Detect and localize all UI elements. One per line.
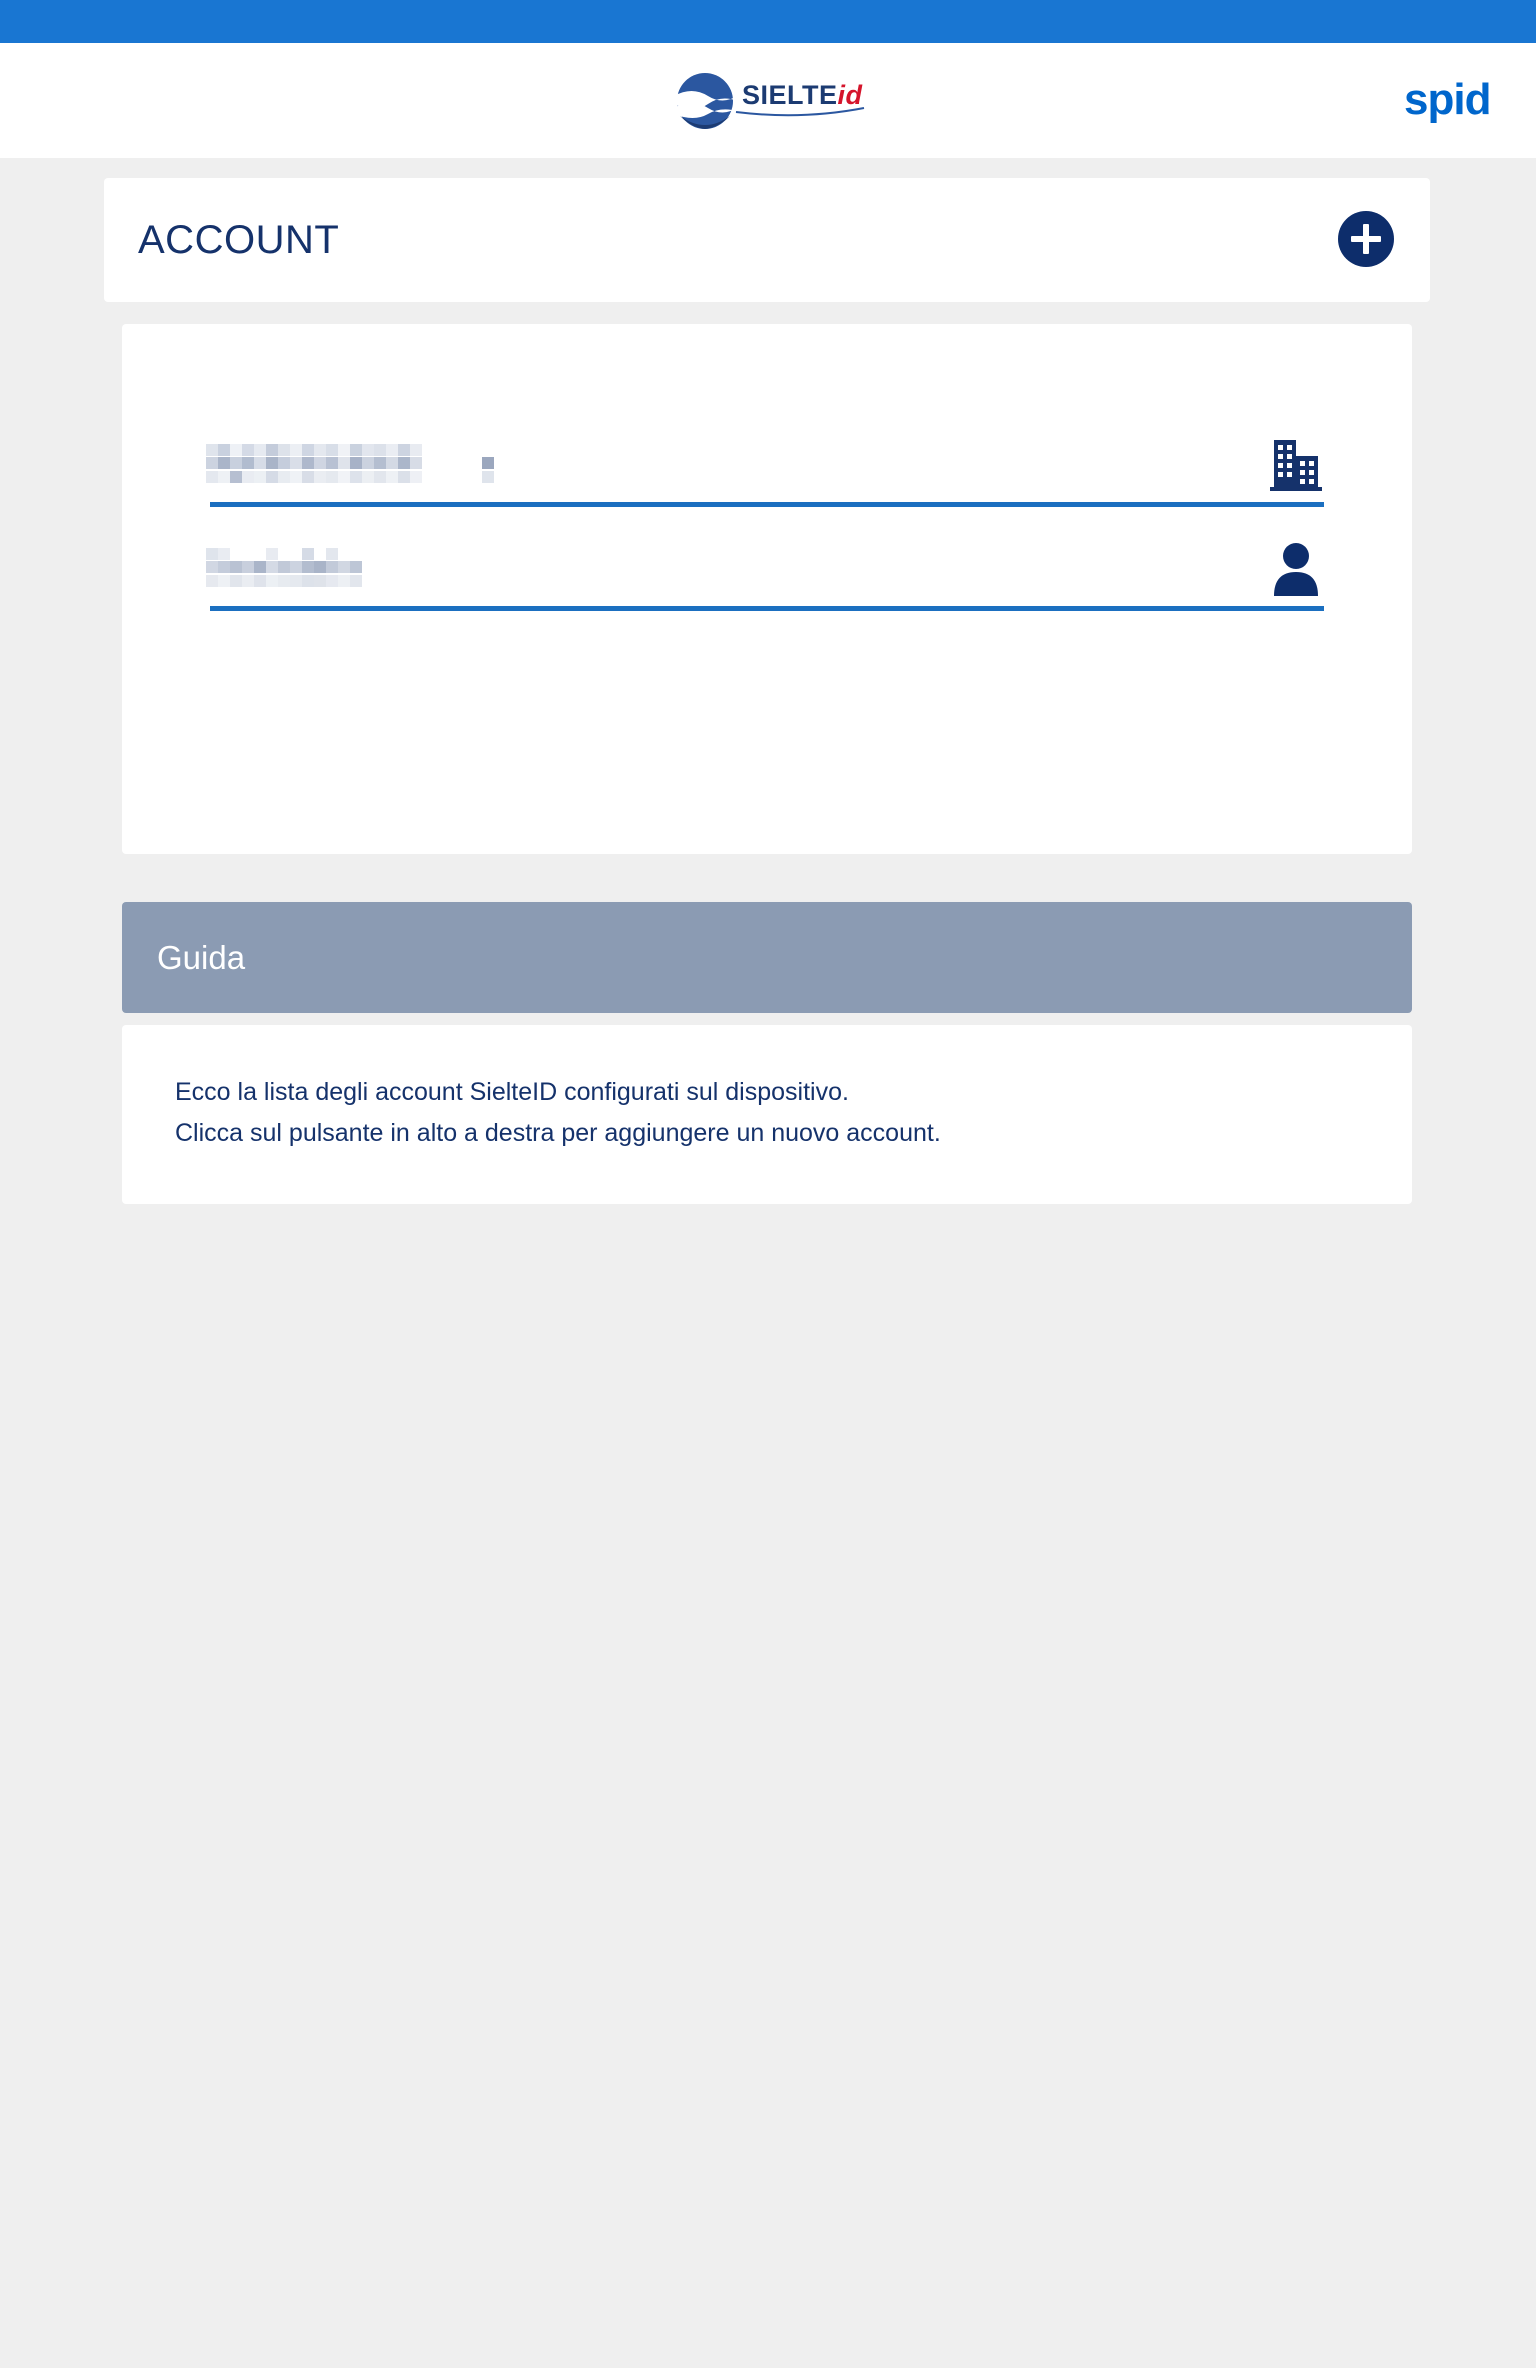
status-bar: [0, 0, 1536, 43]
logo-wordmark: [742, 80, 863, 111]
logo-suffix: id: [837, 80, 863, 110]
sielte-wave-icon: [672, 68, 738, 134]
organization-value-redacted: [206, 444, 506, 484]
spid-logo: [1404, 75, 1498, 125]
person-icon: [1270, 542, 1322, 596]
user-value-redacted: [206, 548, 410, 588]
app-header: [0, 43, 1536, 158]
guide-text-line-1: Ecco la lista degli account SielteID configurati sul dispositivo.: [175, 1078, 849, 1106]
logo-brand: SIELTE: [742, 80, 838, 110]
spid-wordmark: spid: [1404, 75, 1491, 124]
plus-circle-icon: [1338, 211, 1394, 267]
page-title: ACCOUNT: [138, 218, 340, 262]
sielte-id-logo: [672, 68, 868, 134]
guide-body: [122, 1025, 1412, 1204]
building-icon: [1270, 438, 1322, 492]
guide-header: [122, 902, 1412, 1013]
user-field: [210, 526, 1324, 611]
organization-field: [210, 422, 1324, 507]
add-account-button[interactable]: [1338, 211, 1394, 267]
guide-text-line-2: Clicca sul pulsante in alto a destra per aggiungere un nuovo account.: [175, 1119, 941, 1147]
guide-title: Guida: [157, 939, 246, 976]
account-list-item[interactable]: [122, 324, 1412, 854]
account-section-header: [104, 178, 1430, 302]
